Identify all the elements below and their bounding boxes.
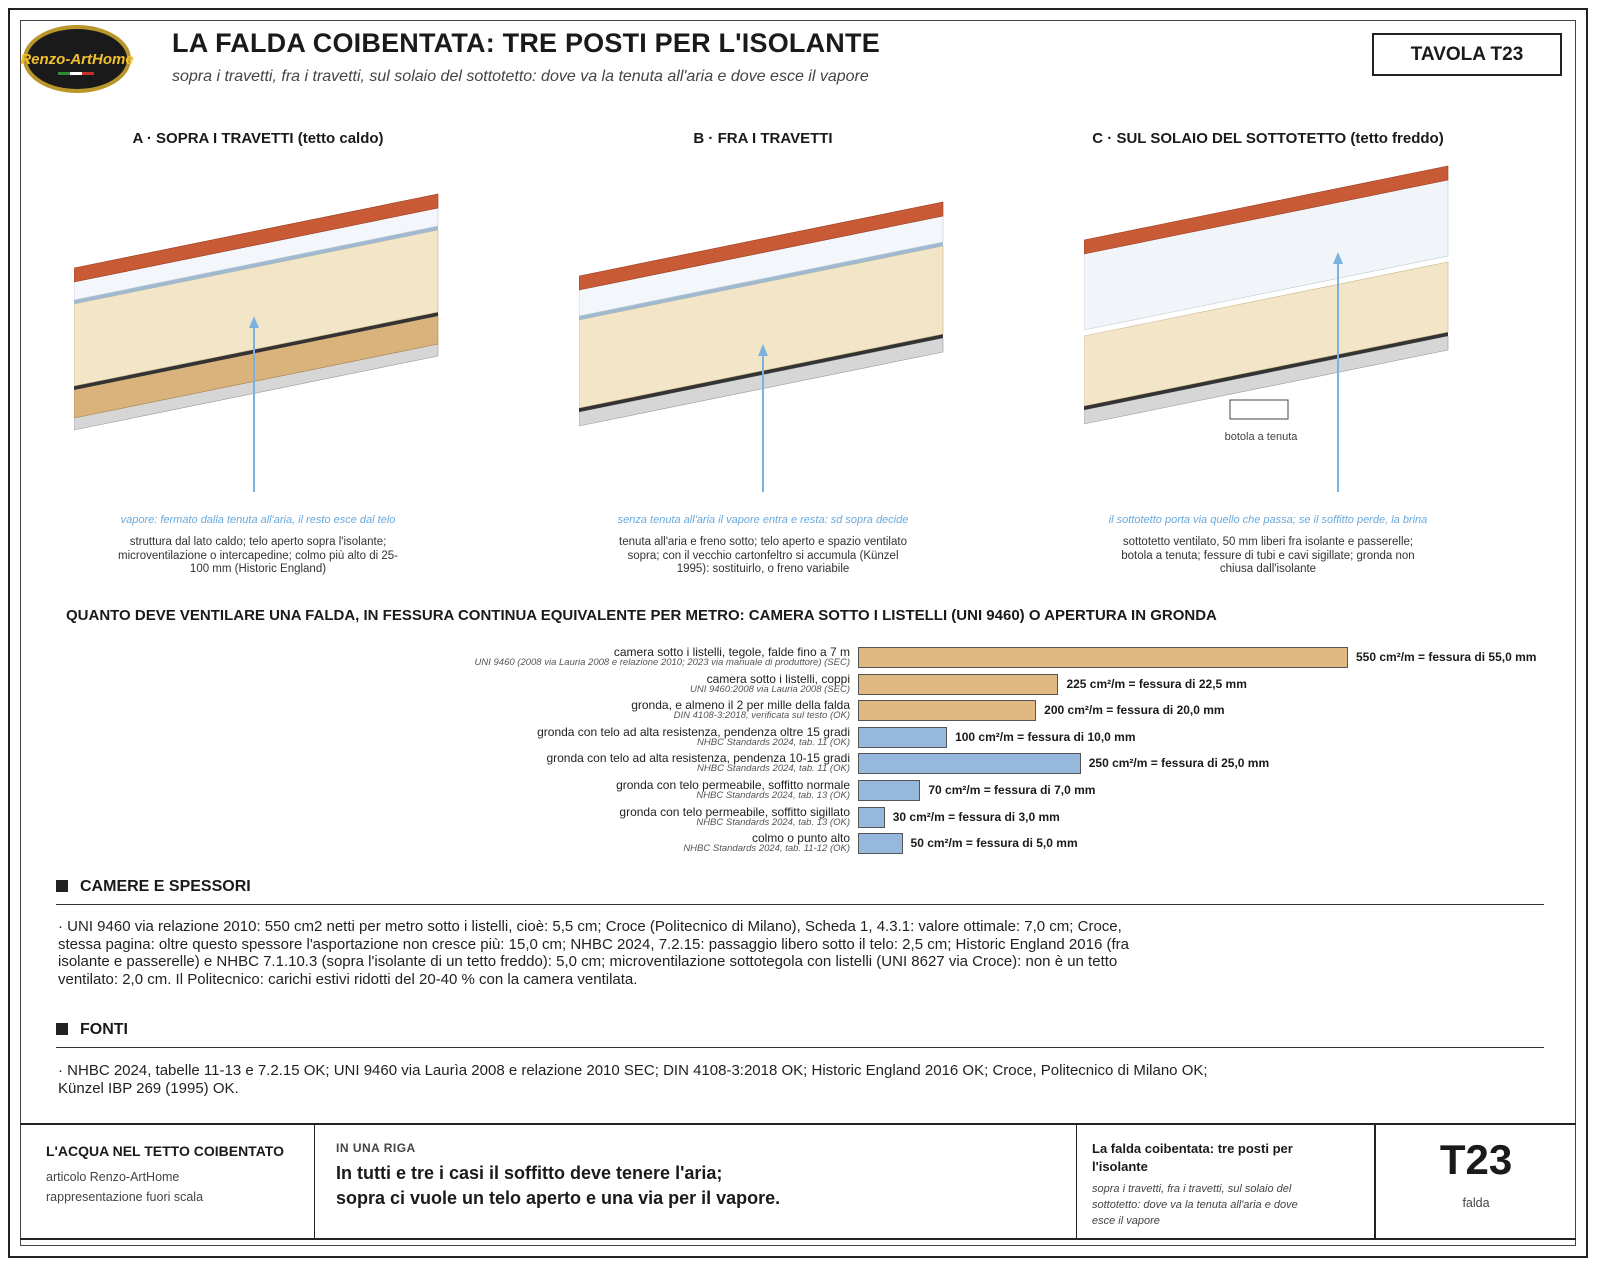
footer-divider-1 (314, 1124, 315, 1239)
page-title: LA FALDA COIBENTATA: TRE POSTI PER L'ISOLANTE (172, 28, 880, 58)
bar-label (475, 646, 850, 668)
bar-label-source: NHBC Standards 2024, tab. 13 (OK) (696, 790, 850, 801)
bar-value-label: 225 cm²/m = fessura di 22,5 mm (1066, 676, 1247, 691)
panel-c-vapour-note: il sottotetto porta via quello che passa; se il soffitto perde, la brina (1108, 514, 1428, 526)
bar-label (616, 779, 850, 801)
bar-label (619, 806, 850, 828)
footer-series-title: L'ACQUA NEL TETTO COIBENTATO (46, 1143, 284, 1159)
bar-label-source: UNI 9460:2008 via Lauria 2008 (SEC) (689, 683, 850, 695)
bar (858, 780, 920, 801)
bar-label-source: NHBC Standards 2024, tab. 13 (OK) (696, 816, 850, 828)
bar-label-main: camera sotto i listelli, tegole, falde fino a 7 m (613, 645, 850, 659)
camere-heading (56, 878, 251, 896)
hatch-label: botola a tenuta (1224, 431, 1298, 443)
footer-scale-note: rappresentazione fuori scala (46, 1190, 204, 1204)
oneline-caption: IN UNA RIGA (336, 1141, 416, 1155)
fonti-text: · NHBC 2024, tabelle 11-13 e 7.2.15 OK; UNI 9460 via Laurìa 2008 e relazione 2010 SEC; DIN 4108-3:2018 OK; Historic England 2016 OK; Croce, Politecnico di Milano OK; Künzel IBP 269 (1995) OK. (58, 1062, 1208, 1097)
footer-bottom-rule (20, 1238, 1576, 1240)
bar-label (631, 699, 850, 721)
bar-value-label: 50 cm²/m = fessura di 5,0 mm (910, 836, 1078, 851)
square-bullet-icon (56, 880, 68, 892)
panel-a-vapour-note: vapore: fermato dalla tenuta all'aria, il resto esce dal telo (120, 514, 396, 526)
tavola-box: TAVOLA T23 (1372, 33, 1562, 76)
square-bullet-icon (56, 1023, 68, 1035)
logo-text: Renzo-ArtHome (20, 51, 134, 68)
panel-b-description: tenuta all'aria e freno sotto; telo aperto e spazio ventilato sopra; con il vecchio cartonfeltro si accumula (Künzel 1995): sostituirlo, o freno variabile (619, 536, 907, 575)
bar (858, 674, 1058, 695)
bar-label (683, 832, 850, 854)
bar-label-source: NHBC Standards 2024, tab. 11 (OK) (697, 736, 850, 748)
bar-label-source: NHBC Standards 2024, tab. 11 (OK) (697, 763, 850, 775)
bar-label-main: gronda con telo ad alta resistenza, pendenza oltre 15 gradi (537, 724, 850, 739)
panel-a-description: struttura dal lato caldo; telo aperto sopra l'isolante; microventilazione o intercapedine; colmo più alto di 25-100 mm (Historic England) (118, 536, 398, 575)
bar (858, 833, 903, 854)
bar-label-main: camera sotto i listelli, coppi (706, 671, 850, 686)
bar-label-main: colmo o punto alto (751, 831, 850, 846)
bar-label (690, 673, 850, 695)
fonti-heading (56, 1021, 128, 1039)
bar-label-main: gronda con telo ad alta resistenza, pendenza 10-15 gradi (546, 751, 850, 766)
bar-value-label: 70 cm²/m = fessura di 7,0 mm (928, 783, 1096, 797)
panel-a-diagram (74, 192, 444, 502)
bar-value-label: 550 cm²/m = fessura di 55,0 mm (1356, 650, 1537, 664)
bar-label (546, 752, 850, 774)
chart-title: QUANTO DEVE VENTILARE UNA FALDA, IN FESSURA CONTINUA EQUIVALENTE PER METRO: CAMERA SOTTO I LISTELLI (UNI 9460) O APERTURA IN GRONDA (66, 607, 1217, 624)
bar-label-source: DIN 4108-3:2018, verificata sul testo (OK) (673, 710, 850, 722)
panel-c-description: sottotetto ventilato, 50 mm liberi fra isolante e passerelle; botola a tenuta; fessure di tubi e cavi sigillate; gronda non chiusa dall'isolante (1121, 536, 1415, 575)
camere-rule (56, 904, 1544, 905)
footer-sheet-code: T23 (1439, 1136, 1513, 1183)
bar (858, 727, 947, 748)
panel-a-title: A · SOPRA I TRAVETTI (tetto caldo) (132, 130, 384, 147)
camere-text: · UNI 9460 via relazione 2010: 550 cm2 netti per metro sotto i listelli, cioè: 5,5 cm; Croce (Politecnico di Milano), Scheda 1, 4.3.1: valore ottimale: 7,0 cm; Croce, stessa pagina: oltre questo spessore l'asportazione non cresce più: 15,0 cm; NHBC 2024, 7.2.15: passaggio libero sotto il telo: 2,5 cm; Historic England 2016 (fra isolante e passerelle) e NHBC 7.1.10.3 (sopra l'isolante di un tetto freddo): 5,0 cm; microventilazione sottotegola con listelli (UNI 8627 via Croce): non è un tetto ventilato: 2,0 cm. Il Politecnico: carichi estivi ridotti del 20-40 % con la camera ventilata. (58, 918, 1129, 988)
bar-label-main: gronda con telo permeabile, soffitto sigillato (619, 804, 850, 819)
bar-label-main: gronda con telo permeabile, soffitto normale (616, 778, 850, 792)
hatch-box (1230, 400, 1288, 419)
bar-label-main: gronda, e almeno il 2 per mille della falda (631, 698, 850, 713)
bar-value-label: 250 cm²/m = fessura di 25,0 mm (1088, 756, 1270, 771)
panel-b-title: B · FRA I TRAVETTI (693, 130, 833, 147)
oneline-line-1: In tutti e tre i casi il soffitto deve tenere l'aria; (336, 1163, 723, 1183)
panel-c-title: C · SUL SOLAIO DEL SOTTOTETTO (tetto freddo) (1092, 130, 1444, 147)
page-subtitle: sopra i travetti, fra i travetti, sul solaio del sottotetto: dove va la tenuta all'aria e dove esce il vapore (172, 68, 869, 85)
footer-divider-2 (1076, 1124, 1077, 1239)
oneline-line-2: sopra ci vuole un telo aperto e una via per il vapore. (336, 1188, 781, 1208)
bar (858, 807, 885, 828)
bar-value-label: 30 cm²/m = fessura di 3,0 mm (892, 809, 1060, 824)
footer-top-rule (20, 1123, 1576, 1125)
bar (858, 647, 1348, 668)
panel-b-diagram (579, 200, 949, 502)
bar-label-source: UNI 9460 (2008 via Lauria 2008 e relazione 2010; 2023 via manuale di produttore) (SEC) (474, 657, 850, 668)
bar-label (537, 726, 850, 748)
bar (858, 700, 1036, 721)
bar-value-label: 200 cm²/m = fessura di 20,0 mm (1044, 703, 1225, 718)
footer-sheet-subtitle: sopra i travetti, fra i travetti, sul solaio del sottotetto: dove va la tenuta all'aria e dove esce il vapore (1092, 1183, 1298, 1227)
footer-code-caption: falda (1462, 1196, 1490, 1210)
bar-value-label: 100 cm²/m = fessura di 10,0 mm (955, 729, 1136, 744)
panel-c-diagram (1084, 164, 1454, 502)
footer-article: articolo Renzo-ArtHome (46, 1170, 180, 1184)
camere-heading-text: CAMERE E SPESSORI (80, 878, 251, 895)
footer-sheet-title: La falda coibentata: tre posti per l'isolante (1092, 1141, 1293, 1174)
fonti-rule (56, 1047, 1544, 1048)
panel-b-vapour-note: senza tenuta all'aria il vapore entra e resta: sd sopra decide (617, 514, 909, 526)
bar-label-source: NHBC Standards 2024, tab. 11-12 (OK) (683, 843, 850, 855)
bar (858, 753, 1081, 774)
fonti-heading-text: FONTI (80, 1021, 128, 1038)
renzo-arthome-logo (20, 22, 134, 96)
